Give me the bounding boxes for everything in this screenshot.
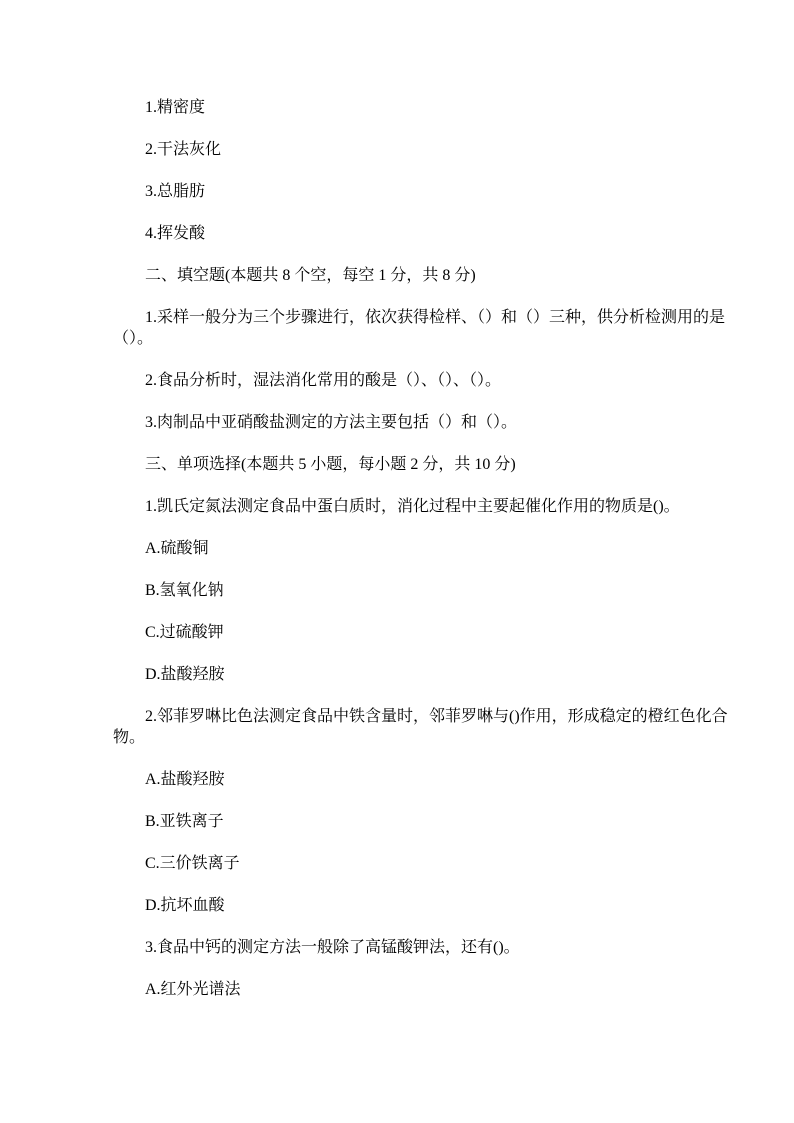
page-content [113, 97, 794, 1021]
choice-question-1-option-a: A.硫酸铜 [145, 540, 209, 557]
choice-question-2-option-a: A.盐酸羟胺 [145, 771, 225, 788]
fill-blank-question-2: 2.食品分析时，湿法消化常用的酸是（）、（）、（）。 [145, 372, 502, 389]
term-item-2: 2.干法灰化 [145, 141, 222, 158]
term-item-4: 4.挥发酸 [145, 225, 206, 242]
question-line-1: 1.采样一般分为三个步骤进行，依次获得检样、（）和（）三种，供分析检测用的是 [145, 309, 726, 326]
choice-question-1-option-c: C.过硫酸钾 [145, 624, 224, 641]
choice-question-2-option-d: D.抗坏血酸 [145, 897, 225, 914]
choice-question-2-option-c: C.三价铁离子 [145, 855, 240, 872]
choice-question-1-option-d: D.盐酸羟胺 [145, 666, 225, 683]
choice-question-1-option-b: B.氢氧化钠 [145, 582, 224, 599]
section-heading-single-choice: 三、单项选择(本题共 5 小题，每小题 2 分，共 10 分) [145, 456, 516, 473]
term-item-1: 1.精密度 [145, 99, 206, 116]
choice-question-3-stem: 3.食品中钙的测定方法一般除了高锰酸钾法，还有()。 [145, 939, 520, 956]
choice-question-2-stem [113, 706, 794, 748]
question-line-2: （）。 [113, 330, 154, 347]
fill-blank-question-3: 3.肉制品中亚硝酸盐测定的方法主要包括（）和（）。 [145, 414, 518, 431]
choice-question-1-stem: 1.凯氏定氮法测定食品中蛋白质时，消化过程中主要起催化作用的物质是()。 [145, 498, 680, 515]
question-line-1: 2.邻菲罗啉比色法测定食品中铁含量时，邻菲罗啉与()作用，形成稳定的橙红色化合 [145, 708, 728, 725]
question-line-2: 物。 [113, 729, 146, 746]
section-heading-fill-blank: 二、填空题(本题共 8 个空，每空 1 分，共 8 分) [145, 267, 476, 284]
choice-question-3-option-a: A.红外光谱法 [145, 981, 241, 998]
term-item-3: 3.总脂肪 [145, 183, 206, 200]
fill-blank-question-1 [113, 307, 794, 349]
choice-question-2-option-b: B.亚铁离子 [145, 813, 224, 830]
